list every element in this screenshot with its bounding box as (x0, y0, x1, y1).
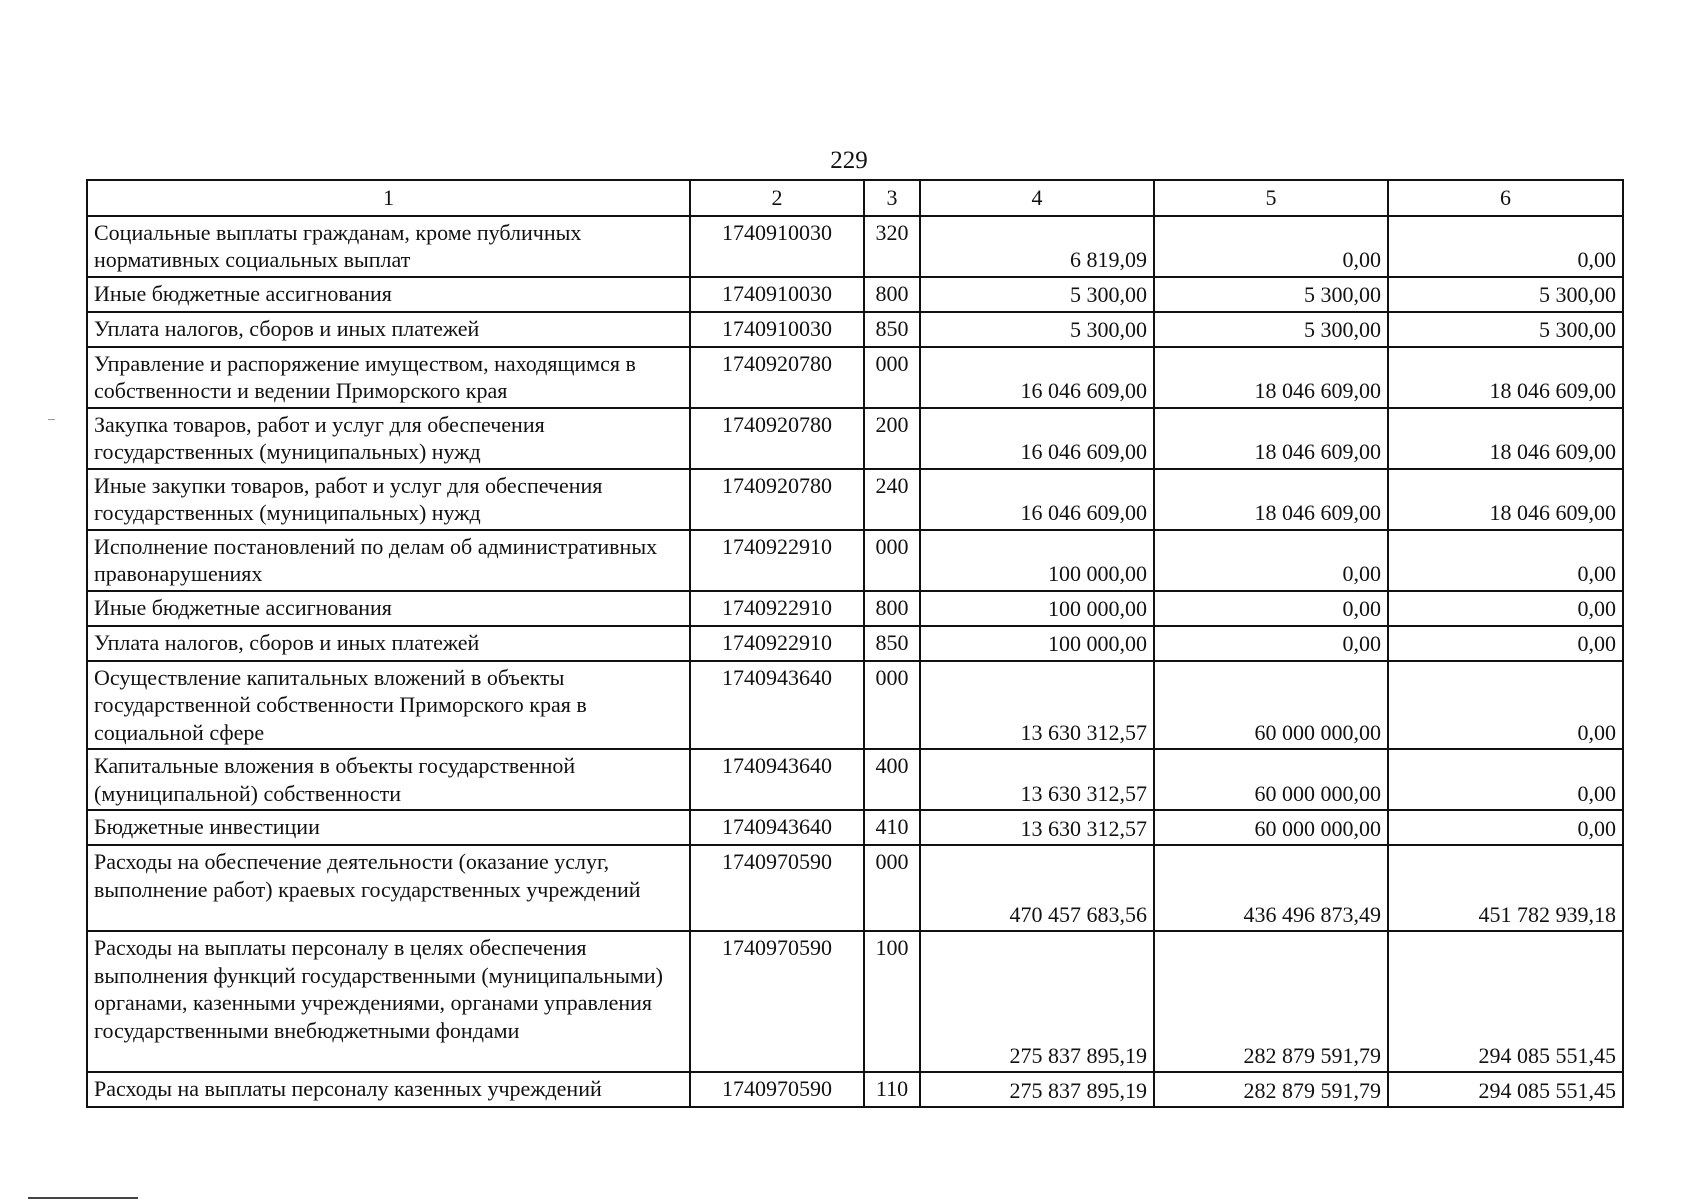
amount-col-6: 451 782 939,18 (1388, 845, 1623, 931)
target-code: 1740920780 (690, 469, 864, 530)
expense-name: Уплата налогов, сборов и иных платежей (87, 626, 690, 661)
expense-type: 000 (864, 347, 920, 408)
amount-col-6: 0,00 (1388, 216, 1623, 277)
amount-col-5: 18 046 609,00 (1154, 347, 1388, 408)
amount-col-4: 100 000,00 (920, 530, 1154, 591)
table-row (87, 749, 1623, 810)
amount-col-5: 60 000 000,00 (1154, 661, 1388, 750)
table-row (87, 469, 1623, 530)
target-code: 1740970590 (690, 845, 864, 931)
amount-col-4: 275 837 895,19 (920, 931, 1154, 1072)
expense-name: Бюджетные инвестиции (87, 810, 690, 845)
amount-col-6: 0,00 (1388, 530, 1623, 591)
table-row (87, 277, 1623, 312)
amount-col-6: 5 300,00 (1388, 312, 1623, 347)
target-code: 1740910030 (690, 277, 864, 312)
column-header: 3 (864, 180, 920, 216)
expense-name: Осуществление капитальных вложений в объекты государственной собственности Приморского края в социальной сфере (87, 661, 690, 750)
expense-name: Управление и распоряжение имуществом, находящимся в собственности и ведении Приморского края (87, 347, 690, 408)
amount-col-4: 275 837 895,19 (920, 1072, 1154, 1107)
amount-col-4: 16 046 609,00 (920, 469, 1154, 530)
table-row (87, 530, 1623, 591)
table-row (87, 347, 1623, 408)
table-row (87, 216, 1623, 277)
column-header: 5 (1154, 180, 1388, 216)
page-number: 229 (830, 147, 868, 174)
expense-name: Расходы на выплаты персоналу в целях обеспечения выполнения функций государственными (муниципальными) органами, казенными учреждениями, органами управления государственными внебюджетными фондами (87, 931, 690, 1072)
amount-col-6: 294 085 551,45 (1388, 1072, 1623, 1107)
table-row (87, 626, 1623, 661)
amount-col-4: 100 000,00 (920, 591, 1154, 626)
target-code: 1740910030 (690, 312, 864, 347)
amount-col-5: 5 300,00 (1154, 277, 1388, 312)
target-code: 1740920780 (690, 408, 864, 469)
amount-col-4: 16 046 609,00 (920, 347, 1154, 408)
amount-col-5: 282 879 591,79 (1154, 931, 1388, 1072)
table-row (87, 810, 1623, 845)
amount-col-5: 0,00 (1154, 626, 1388, 661)
amount-col-4: 13 630 312,57 (920, 810, 1154, 845)
table-row (87, 845, 1623, 931)
amount-col-5: 0,00 (1154, 216, 1388, 277)
expense-name: Капитальные вложения в объекты государственной (муниципальной) собственности (87, 749, 690, 810)
amount-col-6: 0,00 (1388, 626, 1623, 661)
table-row (87, 931, 1623, 1072)
target-code: 1740970590 (690, 931, 864, 1072)
margin-mark (48, 419, 55, 420)
amount-col-4: 470 457 683,56 (920, 845, 1154, 931)
expense-type: 320 (864, 216, 920, 277)
table-row (87, 312, 1623, 347)
expense-name: Социальные выплаты гражданам, кроме публичных нормативных социальных выплат (87, 216, 690, 277)
amount-col-5: 0,00 (1154, 591, 1388, 626)
column-header: 1 (87, 180, 690, 216)
expense-type: 200 (864, 408, 920, 469)
amount-col-6: 0,00 (1388, 810, 1623, 845)
expense-type: 240 (864, 469, 920, 530)
expense-type: 850 (864, 312, 920, 347)
amount-col-6: 0,00 (1388, 749, 1623, 810)
amount-col-6: 18 046 609,00 (1388, 347, 1623, 408)
target-code: 1740970590 (690, 1072, 864, 1107)
target-code: 1740910030 (690, 216, 864, 277)
target-code: 1740922910 (690, 530, 864, 591)
table-row (87, 408, 1623, 469)
expense-name: Закупка товаров, работ и услуг для обеспечения государственных (муниципальных) нужд (87, 408, 690, 469)
amount-col-4: 5 300,00 (920, 277, 1154, 312)
expense-type: 100 (864, 931, 920, 1072)
amount-col-4: 13 630 312,57 (920, 749, 1154, 810)
amount-col-5: 0,00 (1154, 530, 1388, 591)
table-row (87, 591, 1623, 626)
amount-col-4: 16 046 609,00 (920, 408, 1154, 469)
target-code: 1740943640 (690, 661, 864, 750)
amount-col-6: 5 300,00 (1388, 277, 1623, 312)
amount-col-4: 6 819,09 (920, 216, 1154, 277)
expense-name: Исполнение постановлений по делам об административных правонарушениях (87, 530, 690, 591)
target-code: 1740943640 (690, 749, 864, 810)
amount-col-4: 5 300,00 (920, 312, 1154, 347)
amount-col-5: 18 046 609,00 (1154, 469, 1388, 530)
amount-col-6: 18 046 609,00 (1388, 469, 1623, 530)
target-code: 1740943640 (690, 810, 864, 845)
footer-rule (28, 1197, 138, 1199)
expense-type: 800 (864, 591, 920, 626)
expense-type: 110 (864, 1072, 920, 1107)
target-code: 1740922910 (690, 626, 864, 661)
expense-name: Уплата налогов, сборов и иных платежей (87, 312, 690, 347)
amount-col-6: 0,00 (1388, 661, 1623, 750)
column-header: 6 (1388, 180, 1623, 216)
expense-name: Расходы на обеспечение деятельности (оказание услуг, выполнение работ) краевых государственных учреждений (87, 845, 690, 931)
amount-col-5: 436 496 873,49 (1154, 845, 1388, 931)
expense-name: Иные бюджетные ассигнования (87, 277, 690, 312)
amount-col-6: 294 085 551,45 (1388, 931, 1623, 1072)
amount-col-5: 18 046 609,00 (1154, 408, 1388, 469)
target-code: 1740920780 (690, 347, 864, 408)
amount-col-4: 100 000,00 (920, 626, 1154, 661)
expense-type: 000 (864, 530, 920, 591)
amount-col-5: 282 879 591,79 (1154, 1072, 1388, 1107)
expense-name: Расходы на выплаты персоналу казенных учреждений (87, 1072, 690, 1107)
amount-col-6: 18 046 609,00 (1388, 408, 1623, 469)
amount-col-5: 5 300,00 (1154, 312, 1388, 347)
column-header: 2 (690, 180, 864, 216)
expense-name: Иные бюджетные ассигнования (87, 591, 690, 626)
amount-col-4: 13 630 312,57 (920, 661, 1154, 750)
expense-type: 850 (864, 626, 920, 661)
expense-type: 000 (864, 661, 920, 750)
expense-type: 410 (864, 810, 920, 845)
table-row (87, 1072, 1623, 1107)
budget-table (86, 179, 1624, 1108)
amount-col-5: 60 000 000,00 (1154, 810, 1388, 845)
column-header: 4 (920, 180, 1154, 216)
expense-type: 800 (864, 277, 920, 312)
amount-col-6: 0,00 (1388, 591, 1623, 626)
expense-type: 400 (864, 749, 920, 810)
amount-col-5: 60 000 000,00 (1154, 749, 1388, 810)
expense-name: Иные закупки товаров, работ и услуг для обеспечения государственных (муниципальных) нужд (87, 469, 690, 530)
table-header-row (87, 180, 1623, 216)
table-row (87, 661, 1623, 750)
target-code: 1740922910 (690, 591, 864, 626)
expense-type: 000 (864, 845, 920, 931)
